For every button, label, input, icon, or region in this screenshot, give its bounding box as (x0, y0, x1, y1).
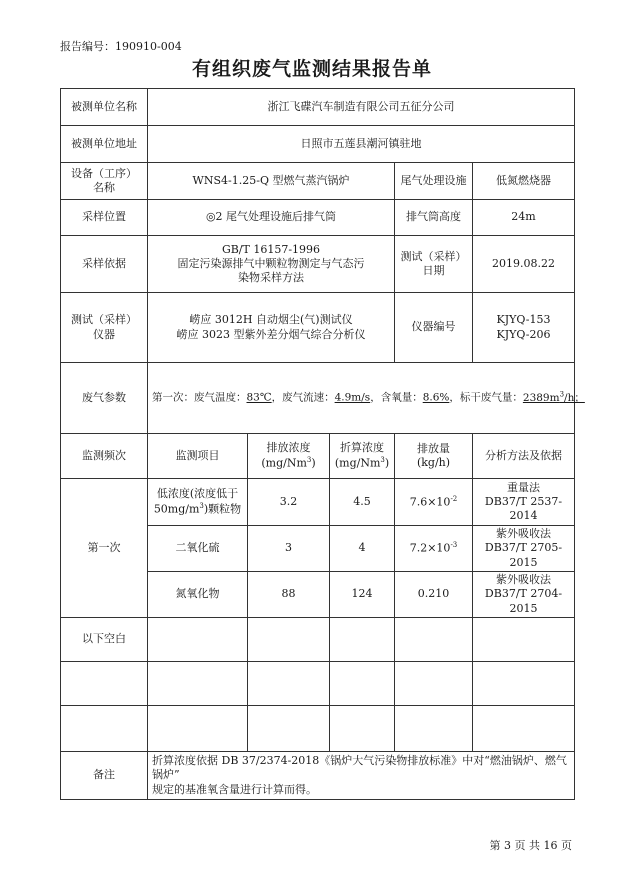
test-date-label (395, 236, 473, 293)
row-unit-address (61, 126, 575, 163)
instrument-number-2: KJYQ-206 (496, 327, 551, 341)
emission-rate: 0.210 (395, 572, 473, 618)
empty-cell (148, 706, 248, 752)
gas-vol-label: ，标干废气量： (449, 391, 523, 404)
equipment-label-line2: 名称 (93, 181, 115, 194)
empty-cell (473, 706, 575, 752)
instrument-label (61, 293, 148, 363)
equipment-value: WNS4-1.25-Q 型燃气蒸汽锅炉 (148, 163, 395, 200)
unit-name-value: 浙江飞碟汽车制造有限公司五征分公司 (148, 89, 575, 126)
emission-conc: 3.2 (248, 479, 330, 526)
empty-cell (248, 662, 330, 706)
emission-conc: 88 (248, 572, 330, 618)
gas-o2: 8.6% (422, 391, 450, 404)
header-method: 分析方法及依据 (473, 434, 575, 479)
test-date-label-line2: 日期 (422, 264, 445, 277)
row-sampling-position (61, 200, 575, 236)
row-instrument (61, 293, 575, 363)
empty-cell (248, 706, 330, 752)
gas-params-prefix: 第一次：废气温度： (152, 391, 247, 404)
blank-text: 以下空白 (61, 618, 148, 662)
empty-cell (395, 706, 473, 752)
table-row-blank (61, 618, 575, 662)
row-remarks (61, 752, 575, 800)
stack-height-label: 排气筒高度 (395, 200, 473, 236)
sampling-basis-label: 采样依据 (61, 236, 148, 293)
emission-rate: $7.2\times 10^{-3}$ (395, 526, 473, 572)
report-table (60, 88, 585, 800)
sampling-basis-value (148, 236, 395, 293)
item-so2: 二氧化硫 (148, 526, 248, 572)
table-row-blank (61, 662, 575, 706)
empty-cell (473, 618, 575, 662)
gas-o2-label: ，含氧量： (370, 391, 423, 404)
row-unit-name (61, 89, 575, 126)
empty-cell (395, 662, 473, 706)
basis-line3: 染物采样方法 (238, 271, 304, 285)
basis-line1: GB/T 16157-1996 (221, 242, 321, 256)
header-converted-conc: 折算浓度 (mg/Nm$^3$) (330, 434, 395, 479)
item-particulate: 低浓度(浓度低于 $50mg/m^3$)颗粒物 (148, 479, 248, 526)
treatment-label: 尾气处理设施 (395, 163, 473, 200)
converted-conc: 4 (330, 526, 395, 572)
sampling-position-value: ◎2 尾气处理设施后排气筒 (148, 200, 395, 236)
frequency-first: 第一次 (61, 479, 148, 618)
empty-cell (330, 706, 395, 752)
analysis-method: 紫外吸收法 DB37/T 2704-2015 (473, 572, 575, 618)
instrument-value (148, 293, 395, 363)
treatment-value: 低氮燃烧器 (473, 163, 575, 200)
table-row-blank (61, 706, 575, 752)
gas-params-label: 废气参数 (61, 363, 148, 434)
test-date-value: 2019.08.22 (473, 236, 575, 293)
remarks-line1: 折算浓度依据 DB 37/2374-2018《锅炉大气污染物排放标准》中对“燃油锅炉、燃气锅炉” (152, 754, 567, 782)
emission-conc: 3 (248, 526, 330, 572)
converted-conc: 4.5 (330, 479, 395, 526)
gas-temp: 83℃ (246, 391, 272, 404)
header-emission-conc: 排放浓度 (mg/Nm$^3$) (248, 434, 330, 479)
empty-cell (330, 662, 395, 706)
gas-volume: $2389m^3/h$； (522, 390, 585, 404)
unit-address-value: 日照市五莲县潮河镇驻地 (148, 126, 575, 163)
row-gas-params (61, 363, 575, 434)
analysis-method: 重量法 DB37/T 2537-2014 (473, 479, 575, 526)
instrument-line2: 崂应 3023 型紫外差分烟气综合分析仪 (176, 327, 366, 341)
report-number: 报告编号：190910-004 (60, 40, 182, 53)
empty-cell (248, 618, 330, 662)
emission-rate: $7.6\times 10^{-2}$ (395, 479, 473, 526)
sampling-position-label: 采样位置 (61, 200, 148, 236)
instrument-line1: 崂应 3012H 自动烟尘(气)测试仪 (189, 313, 353, 327)
table-row (61, 479, 575, 526)
header-frequency: 监测频次 (61, 434, 148, 479)
header-item: 监测项目 (148, 434, 248, 479)
gas-params-value (148, 363, 585, 434)
row-headers (61, 434, 575, 479)
page-footer: 第 3 页 共 16 页 (489, 839, 572, 852)
empty-cell (61, 706, 148, 752)
remarks-value (148, 752, 575, 800)
gas-flow-label: ，废气流速： (271, 391, 335, 404)
report-title: 有组织废气监测结果报告单 (191, 58, 432, 80)
empty-cell (330, 618, 395, 662)
empty-cell (148, 618, 248, 662)
basis-line2: 固定污染源排气中颗粒物测定与气态污 (177, 256, 365, 270)
row-sampling-basis (61, 236, 575, 293)
remarks-line2: 规定的基准氧含量进行计算而得。 (152, 782, 317, 796)
equipment-label (61, 163, 148, 200)
stack-height-value: 24m (473, 200, 575, 236)
converted-conc: 124 (330, 572, 395, 618)
instrument-number-label: 仪器编号 (395, 293, 473, 363)
instrument-label-line1: 测试（采样） (71, 313, 137, 327)
remarks-label: 备注 (61, 752, 148, 800)
empty-cell (473, 662, 575, 706)
instrument-number-1: KJYQ-153 (496, 313, 551, 327)
empty-cell (148, 662, 248, 706)
equipment-label-line1: 设备（工序） (71, 166, 137, 180)
unit-name-label: 被测单位名称 (61, 89, 148, 126)
item-nox: 氮氧化物 (148, 572, 248, 618)
instrument-number-value (473, 293, 575, 363)
empty-cell (61, 662, 148, 706)
analysis-method: 紫外吸收法 DB37/T 2705-2015 (473, 526, 575, 572)
row-equipment (61, 163, 575, 200)
unit-address-label: 被测单位地址 (61, 126, 148, 163)
test-date-label-line1: 测试（采样） (400, 249, 467, 263)
header-emission-rate: 排放量 (kg/h) (395, 434, 473, 479)
instrument-label-line2: 仪器 (93, 327, 115, 341)
empty-cell (395, 618, 473, 662)
gas-flow: 4.9m/s (334, 391, 371, 404)
